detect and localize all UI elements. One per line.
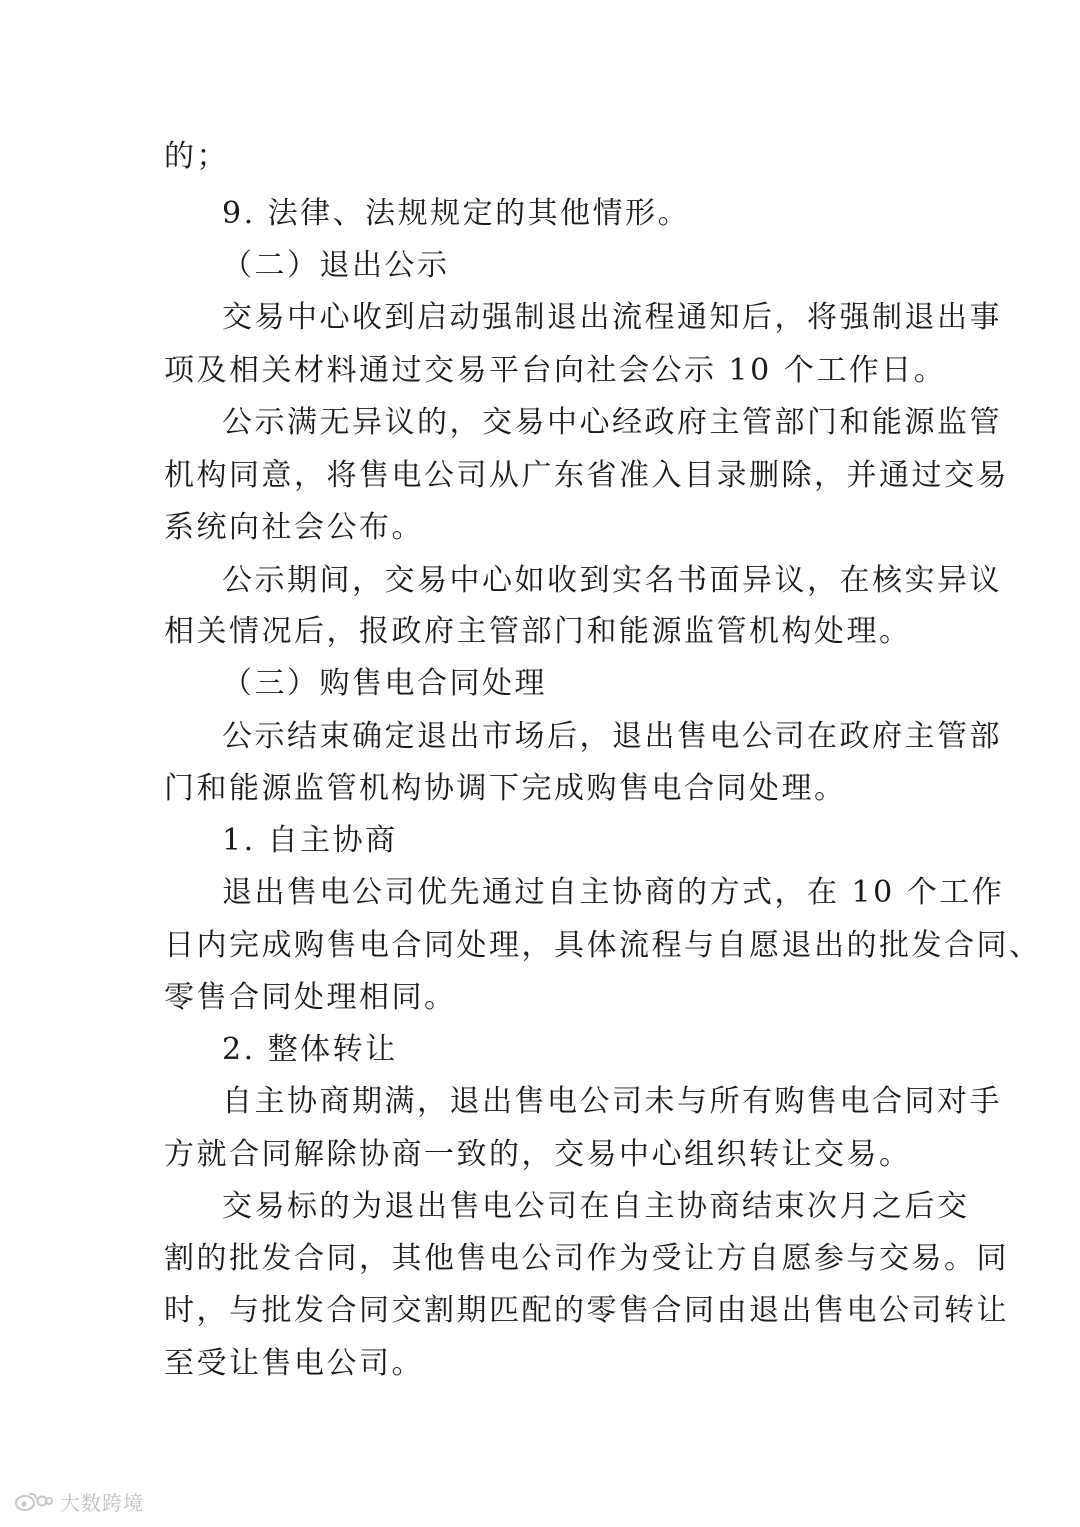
section-heading: （二）退出公示 [222,248,450,283]
text-line: 零售合同处理相同。 [164,980,457,1015]
text-line: 自主协商期满，退出售电公司未与所有购售电合同对手 [222,1084,1002,1119]
text-line: 交易标的为退出售电公司在自主协商结束次月之后交 [222,1189,970,1224]
text-line: 公示满无异议的，交易中心经政府主管部门和能源监管 [222,405,1002,440]
text-line: 项及相关材料通过交易平台向社会公示 10 个工作日。 [164,353,947,388]
text-line: 相关情况后，报政府主管部门和能源监管机构处理。 [164,614,912,649]
text-line: 割的批发合同，其他售电公司作为受让方自愿参与交易。同 [164,1241,1009,1276]
text-line: 退出售电公司优先通过自主协商的方式，在 10 个工作 [222,875,1005,910]
text-line: 门和能源监管机构协调下完成购售电合同处理。 [164,771,847,806]
text-line: 公示结束确定退出市场后，退出售电公司在政府主管部 [222,719,1002,754]
text-line: 时，与批发合同交割期匹配的零售合同由退出售电公司转让 [164,1293,1009,1328]
watermark-text: 大数跨境 [60,1490,144,1515]
subsection-heading: 1. 自主协商 [222,823,398,858]
subsection-heading: 2. 整体转让 [222,1032,398,1067]
text-line: 机构同意，将售电公司从广东省准入目录删除，并通过交易 [164,458,1009,493]
watermark [14,1486,144,1516]
text-line: 方就合同解除协商一致的，交易中心组织转让交易。 [164,1137,912,1172]
text-line: 系统向社会公布。 [164,510,424,545]
text-line: 日内完成购售电合同处理，具体流程与自愿退出的批发合同、 [164,928,1042,963]
list-item-9: 9. 法律、法规规定的其他情形。 [222,196,691,231]
text-line: 至受让售电公司。 [164,1346,424,1381]
weibo-logo-icon [14,1490,54,1512]
text-line: 公示期间，交易中心如收到实名书面异议，在核实异议 [222,563,1002,598]
text-line: 的； [164,139,229,174]
text-line: 交易中心收到启动强制退出流程通知后，将强制退出事 [222,300,1002,335]
section-heading: （三）购售电合同处理 [222,666,547,701]
